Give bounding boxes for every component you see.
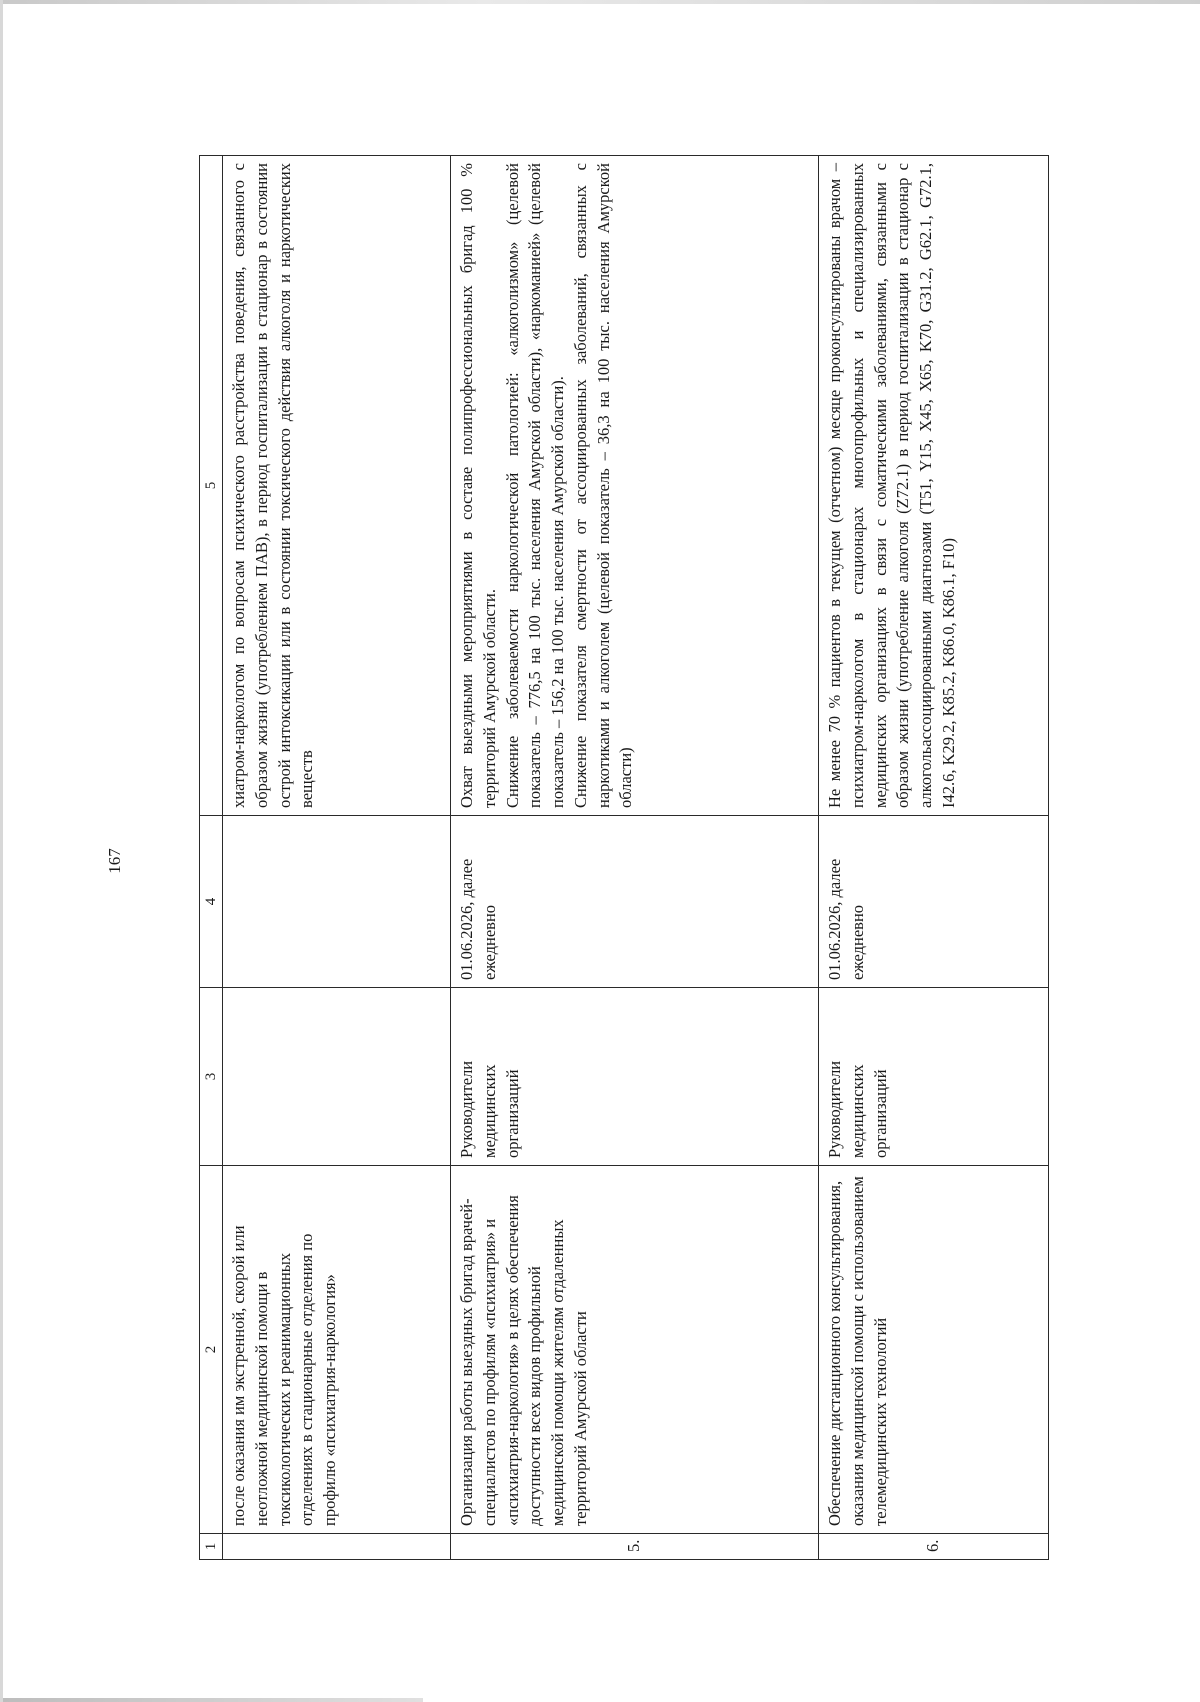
result-text: Снижение показателя смертности от ассоциированных заболеваний, связанных с наркотиками и алкоголем (целевой показатель – 36,3 на 100 тыс. населения Амурской области) bbox=[570, 163, 636, 808]
table-header-row bbox=[200, 156, 223, 1560]
header-col-3: 3 bbox=[200, 988, 223, 1166]
deadline-cell: 01.06.2026, далее ежедневно bbox=[819, 816, 1049, 988]
responsible-cell: Руководители медицинских организаций bbox=[451, 988, 819, 1166]
scan-edge-bottom bbox=[3, 1698, 423, 1702]
result-cell bbox=[819, 156, 1049, 816]
row-number: 5. bbox=[451, 1534, 819, 1560]
table-row bbox=[451, 156, 819, 1560]
deadline-cell bbox=[223, 816, 451, 988]
result-cell bbox=[451, 156, 819, 816]
action-cell: Организация работы выездных бригад врачей-специалистов по профилям «психиатрия» и «психиатрия-наркология» в целях обеспечения доступности всех видов профильной медицинской помощи жителям отдаленных территорий Амурской области bbox=[451, 1166, 819, 1534]
header-col-2: 2 bbox=[200, 1166, 223, 1534]
header-col-4: 4 bbox=[200, 816, 223, 988]
row-number: 6. bbox=[819, 1534, 1049, 1560]
result-text: Охват выездными мероприятиями в составе полипрофессиональных бригад 100 % территорий Амурской области. bbox=[457, 163, 499, 808]
page-number: 167 bbox=[105, 848, 124, 874]
header-col-1: 1 bbox=[200, 1534, 223, 1560]
action-cell: Обеспечение дистанционного консультирования, оказания медицинской помощи с использованием телемедицинских технологий bbox=[819, 1166, 1049, 1534]
responsible-cell: Руководители медицинских организаций bbox=[819, 988, 1049, 1166]
header-col-5: 5 bbox=[200, 156, 223, 816]
action-cell: после оказания им экстренной, скорой или неотложной медицинской помощи в токсикологических и реанимационных отделениях в стационарные отделения по профилю «психиатрия-наркология» bbox=[223, 1166, 451, 1534]
result-text: Снижение заболеваемости наркологической патологией: «алкоголизмом» (целевой показатель – 776,5 на 100 тыс. населения Амурской области), «наркоманией» (целевой показатель – 156,2 на 100 тыс. населения Амурской области). bbox=[502, 163, 568, 808]
result-cell bbox=[223, 156, 451, 816]
table-row bbox=[223, 156, 451, 1560]
scan-edge-top bbox=[3, 0, 1200, 4]
table-row bbox=[819, 156, 1049, 1560]
row-number bbox=[223, 1534, 451, 1560]
result-text: хиатром-наркологом по вопросам психического расстройства поведения, связанного с образом жизни (употреблением ПАВ), в период госпитализации в стационар в состоянии острой интоксикации или в состоянии токсического действия алкоголя и наркотических веществ bbox=[229, 163, 317, 808]
responsible-cell bbox=[223, 988, 451, 1166]
action-plan-table bbox=[199, 155, 1049, 1560]
result-text: Не менее 70 % пациентов в текущем (отчетном) месяце проконсультированы врачом – психиатром-наркологом в стационарах многопрофильных и специализированных медицинских организациях в связи с соматическими заболеваниями, связанными с образом жизни (употребление алкоголя (Z72.1) в период госпитализации в стационар с алкогольассоциированными диагнозами (T51, Y15, X45, X65, K70, G31.2, G62.1, G72.1, I42.6, K29.2, K85.2, K86.0, K86.1, F10) bbox=[825, 163, 958, 808]
deadline-cell: 01.06.2026, далее ежедневно bbox=[451, 816, 819, 988]
rotated-table-container bbox=[199, 156, 1047, 1560]
